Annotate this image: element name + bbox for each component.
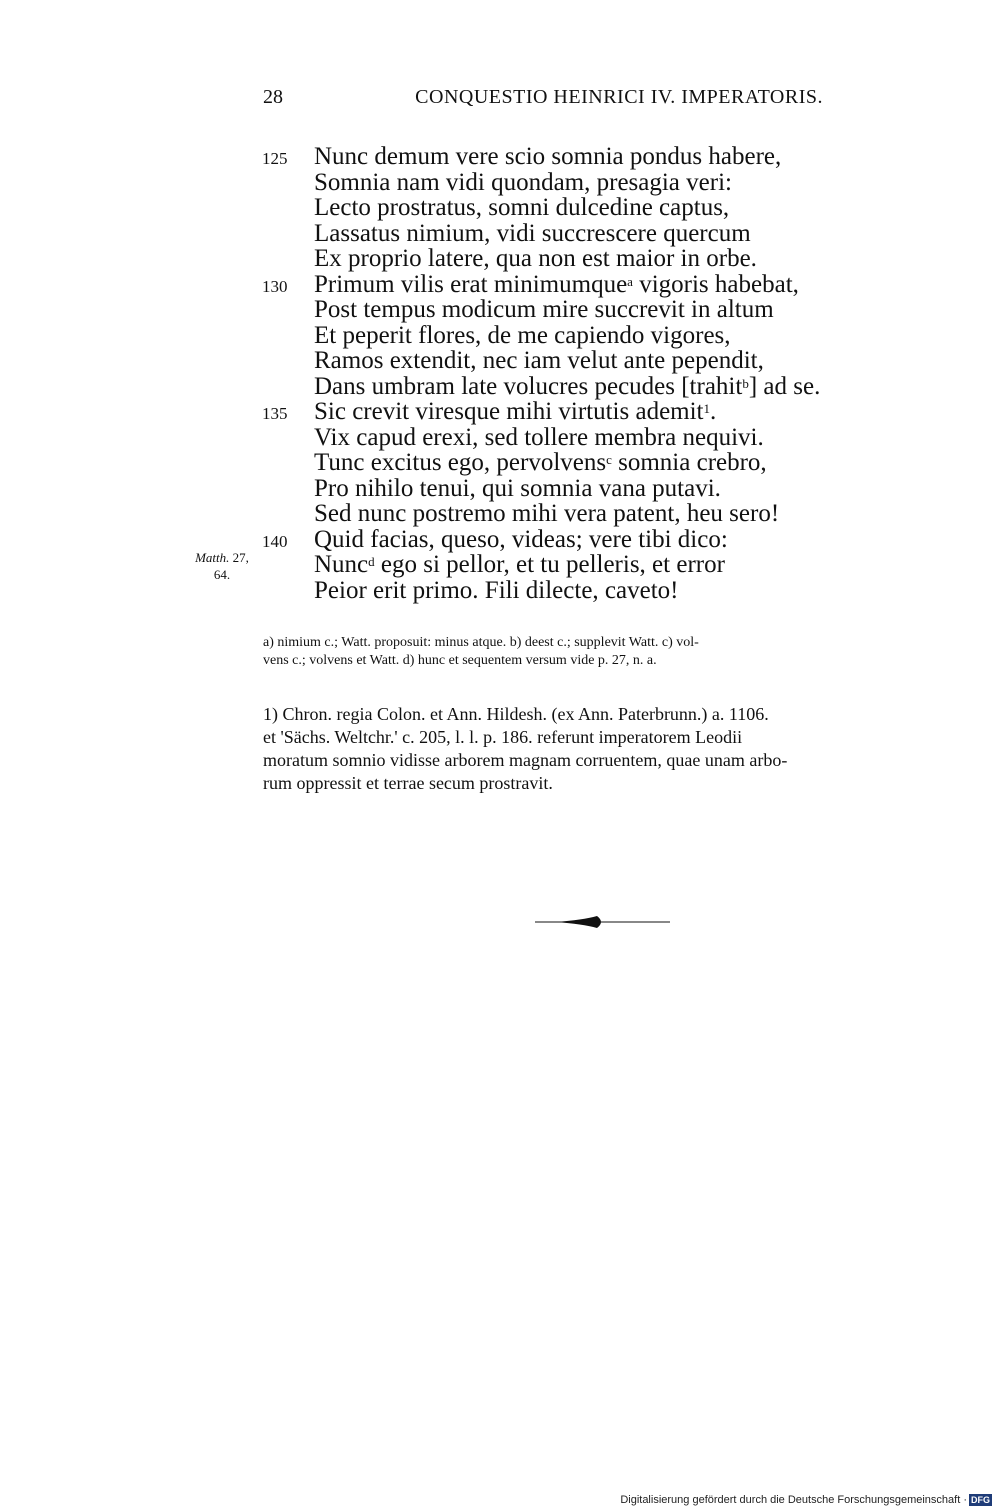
verse-line bbox=[262, 323, 902, 349]
verse-text bbox=[314, 195, 729, 221]
verse-number: 130 bbox=[262, 276, 288, 296]
verse-rest-text: vigoris habebat, bbox=[632, 270, 799, 298]
verse-text bbox=[314, 297, 774, 323]
verse-text bbox=[314, 501, 779, 527]
verse-line bbox=[262, 348, 902, 374]
dfg-notice-text: Digitalisierung gefördert durch die Deutsche Forschungsgemeinschaft · bbox=[620, 1494, 967, 1506]
verse-rest-text: ] ad se. bbox=[748, 372, 821, 400]
note-marker: a bbox=[627, 273, 633, 289]
verse-line bbox=[262, 297, 902, 323]
verse-number: 135 bbox=[262, 404, 288, 423]
verse-text bbox=[314, 476, 721, 502]
marginal-verse: 64. bbox=[213, 567, 231, 582]
verse-text bbox=[314, 399, 716, 425]
note-marker: c bbox=[606, 452, 612, 467]
critical-note-line: a) nimium c.; Watt. proposuit: minus atque. b) deest c.; supplevit Watt. c) vol- bbox=[263, 635, 699, 650]
verse-number: 125 bbox=[262, 149, 288, 168]
verse-line bbox=[262, 170, 902, 196]
verse-line bbox=[262, 374, 902, 400]
verse-main-text: Tunc excitus ego, pervolvens bbox=[314, 449, 607, 476]
verse-text bbox=[314, 144, 781, 170]
verse-main-text: Somnia nam vidi quondam, presagia veri: bbox=[314, 168, 732, 196]
verse-line bbox=[262, 144, 902, 170]
verse-main-text: Ex proprio latere, qua non est maior in orbe. bbox=[314, 245, 757, 272]
verse-main-text: Lassatus nimium, vidi succrescere quercum bbox=[314, 219, 751, 247]
verse-number: 140 bbox=[262, 531, 288, 551]
verse-text bbox=[314, 246, 757, 272]
marginal-chapter: 27, bbox=[232, 550, 249, 565]
footnote-line: 1) Chron. regia Colon. et Ann. Hildesh. (ex Ann. Paterbrunn.) a. 1106. bbox=[263, 704, 769, 724]
verse-rest-text: . bbox=[710, 398, 717, 425]
footnote-line: rum oppressit et terrae secum prostravit. bbox=[263, 773, 553, 793]
note-marker: 1 bbox=[703, 401, 711, 416]
verse-main-text: Quid facias, queso, videas; vere tibi dico: bbox=[314, 525, 728, 553]
critical-note-line: vens c.; volvens et Watt. d) hunc et sequentem versum vide p. 27, n. a. bbox=[263, 653, 657, 668]
verse-main-text: Post tempus modicum mire succrevit in altum bbox=[314, 296, 774, 323]
critical-apparatus bbox=[263, 634, 943, 670]
verse-text bbox=[314, 578, 678, 604]
verse-text bbox=[314, 552, 725, 578]
end-ornament-icon bbox=[535, 914, 670, 935]
verse-line bbox=[262, 272, 902, 298]
verse-text bbox=[314, 527, 728, 553]
verse-line bbox=[262, 527, 902, 553]
marginal-book: Matth. bbox=[195, 550, 230, 565]
verse-line bbox=[262, 221, 902, 247]
verse-main-text: Pro nihilo tenui, qui somnia vana putavi. bbox=[314, 474, 721, 502]
verse-line bbox=[262, 552, 902, 578]
verse-main-text: Sed nunc postremo mihi vera patent, heu sero! bbox=[314, 500, 780, 527]
verse-main-text: Lecto prostratus, somni dulcedine captus, bbox=[314, 194, 730, 221]
verse-main-text: Sic crevit viresque mihi virtutis ademit bbox=[314, 398, 704, 425]
verse-line bbox=[262, 399, 902, 425]
verse-text bbox=[314, 170, 732, 196]
verse-text bbox=[314, 272, 799, 298]
verse-main-text: Primum vilis erat minimumque bbox=[314, 270, 628, 298]
verse-line bbox=[262, 501, 902, 527]
verse-text bbox=[314, 374, 820, 400]
footnote-line: moratum somnio vidisse arborem magnam corruentem, quae unam arbo- bbox=[263, 750, 788, 770]
verse-text bbox=[314, 348, 764, 374]
page-number: 28 bbox=[263, 86, 283, 108]
dfg-funding-notice bbox=[620, 1494, 992, 1506]
note-marker: b bbox=[742, 375, 749, 391]
running-title: CONQUESTIO HEINRICI IV. IMPERATORIS. bbox=[415, 86, 823, 108]
verse-text bbox=[314, 425, 764, 451]
verse-main-text: Dans umbram late volucres pecudes [trahit bbox=[314, 372, 743, 400]
poem-text bbox=[262, 144, 902, 603]
verse-rest-text: somnia crebro, bbox=[611, 449, 767, 476]
verse-main-text: Et peperit flores, de me capiendo vigores, bbox=[314, 321, 731, 349]
verse-main-text: Peior erit primo. Fili dilecte, caveto! bbox=[314, 576, 679, 604]
verse-rest-text: ego si pellor, et tu pelleris, et error bbox=[374, 551, 725, 578]
marginal-reference bbox=[186, 549, 258, 583]
page-header bbox=[263, 86, 823, 116]
note-marker: d bbox=[368, 554, 375, 569]
verse-line bbox=[262, 476, 902, 502]
verse-main-text: Vix capud erexi, sed tollere membra nequivi. bbox=[314, 423, 764, 451]
footnote-line: et 'Sächs. Weltchr.' c. 205, l. l. p. 186. referunt imperatorem Leodii bbox=[263, 727, 743, 747]
verse-text bbox=[314, 323, 731, 349]
verse-main-text: Ramos extendit, nec iam velut ante pependit, bbox=[314, 347, 764, 374]
verse-line bbox=[262, 578, 902, 604]
verse-line bbox=[262, 450, 902, 476]
verse-text bbox=[314, 450, 767, 476]
dfg-logo: DFG bbox=[971, 1495, 990, 1505]
verse-line bbox=[262, 425, 902, 451]
verse-main-text: Nunc bbox=[314, 551, 369, 578]
footnote bbox=[263, 703, 943, 795]
verse-text bbox=[314, 221, 751, 247]
verse-main-text: Nunc demum vere scio somnia pondus habere, bbox=[314, 143, 782, 170]
verse-line bbox=[262, 195, 902, 221]
verse-line bbox=[262, 246, 902, 272]
